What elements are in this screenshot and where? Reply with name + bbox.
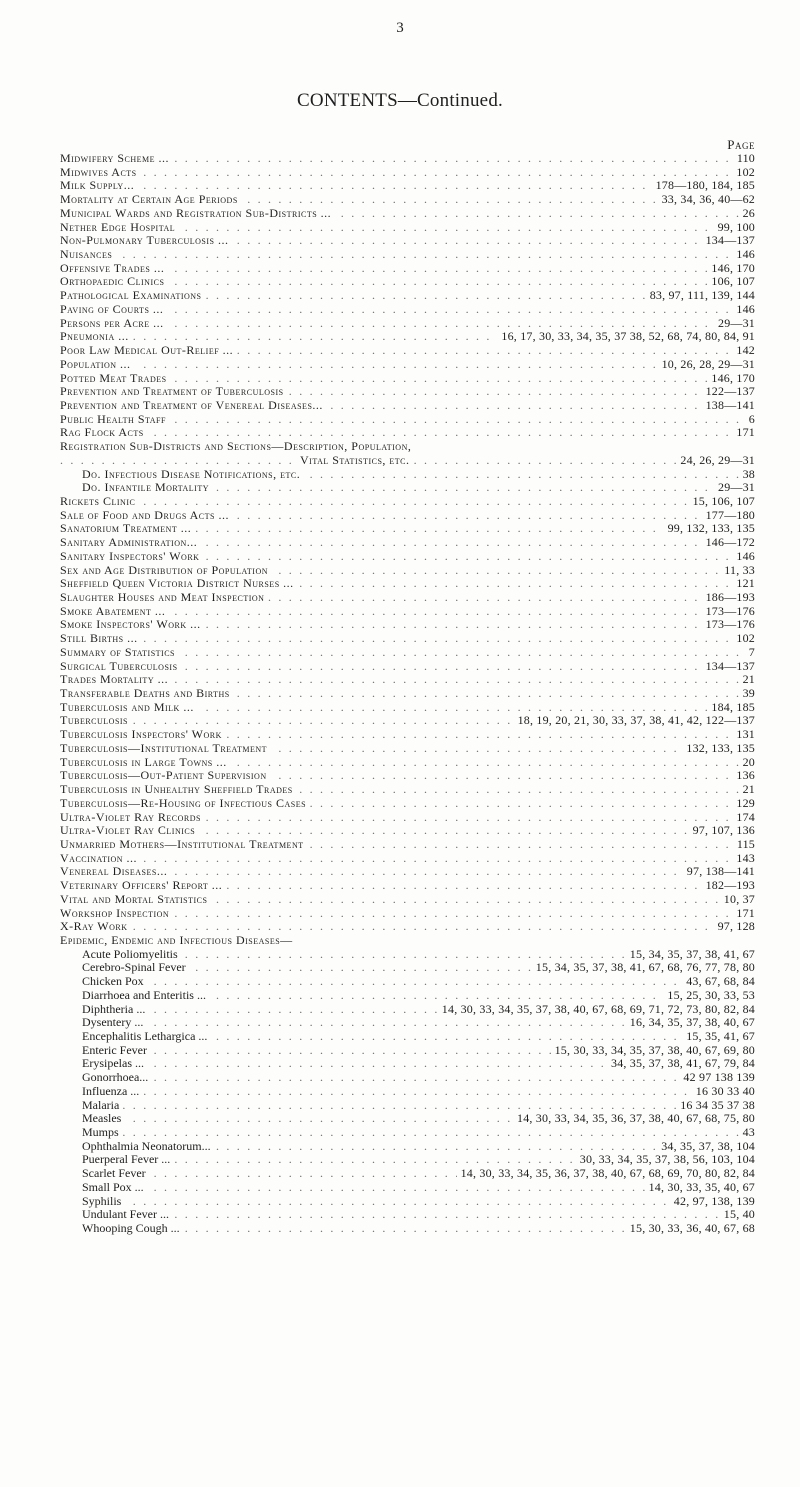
entry-label: . . . Tuberculosis—Institutional Treatment (60, 742, 271, 756)
entry-pages: 132, 133, 135 (682, 742, 755, 756)
entry-label: . . . Erysipelas ... (60, 1057, 148, 1071)
entry-label: . . . Do. Infectious Disease Notifications, etc. (60, 468, 304, 482)
contents-entry (60, 783, 755, 797)
contents-entry (60, 468, 755, 482)
entry-pages: 97, 107, 136 (689, 824, 755, 838)
contents-entry (60, 221, 755, 235)
entry-pages: 134—137 (702, 234, 755, 248)
contents-entry (60, 1181, 755, 1195)
entry-pages: 38 (739, 468, 755, 482)
entry-pages: 136 (732, 769, 755, 783)
entry-label: . . . Mumps (60, 1126, 123, 1140)
entry-pages: 14, 30, 33, 34, 35, 36, 37, 38, 40, 67, 68, 69, 70, 80, 82, 84 (457, 1167, 755, 1181)
entry-pages: 21 (739, 673, 755, 687)
contents-entry (60, 811, 755, 825)
contents-entry (60, 509, 755, 523)
entry-pages: 43 (739, 1126, 755, 1140)
entry-pages: 138—141 (702, 399, 755, 413)
entry-label: . . . Pathological Examinations (60, 289, 206, 303)
entry-pages: 42 97 138 139 (679, 1071, 755, 1085)
entry-pages: 15, 34, 35, 37, 38, 41, 67 (626, 948, 755, 962)
entry-label: . . . Sanitary Inspectors' Work (60, 550, 203, 564)
entry-pages: 15, 34, 35, 37, 38, 41, 67, 68, 76, 77, 78, 80 (532, 961, 755, 975)
entry-label: . . . Public Health Staff (60, 413, 170, 427)
contents-entry (60, 1030, 755, 1044)
contents-entry (60, 1112, 755, 1126)
entry-label: . . . Diarrhoea and Enteritis ... (60, 989, 210, 1003)
entry-label: . . . Do. Infantile Mortality (60, 481, 213, 495)
entry-label: . . . Tuberculosis—Out-Patient Supervision (60, 769, 271, 783)
entry-pages: 146 (732, 550, 755, 564)
entry-pages: 29—31 (714, 481, 755, 495)
entry-pages: 16, 17, 30, 33, 34, 35, 37 38, 52, 68, 74, 80, 84, 91 (497, 330, 755, 344)
contents-entry (60, 372, 755, 386)
contents-list (60, 152, 755, 1236)
contents-entry (60, 1099, 755, 1113)
entry-label: . . . Puerperal Fever ... (60, 1153, 174, 1167)
entry-pages: 186—193 (702, 591, 755, 605)
entry-pages: 39 (739, 687, 755, 701)
entry-label: . . . Small Pox ... (60, 1181, 148, 1195)
entry-label: . . . Workshop Inspection (60, 907, 173, 921)
entry-label: . . . Influenza ... (60, 1085, 143, 1099)
contents-entry (60, 673, 755, 687)
entry-label: . . . Vital and Mortal Statistics (60, 893, 211, 907)
entry-label: . . . Rickets Clinic (60, 495, 139, 509)
entry-pages: 99, 132, 133, 135 (664, 522, 755, 536)
contents-entry (60, 577, 755, 591)
contents-entry (60, 1153, 755, 1167)
entry-label: . . . Cerebro-Spinal Fever (60, 961, 190, 975)
entry-pages: 7 (745, 646, 755, 660)
contents-entry (60, 646, 755, 660)
entry-pages: 146 (732, 248, 755, 262)
entry-pages: 142 (732, 344, 755, 358)
contents-entry (60, 728, 755, 742)
entry-pages: 178—180, 184, 185 (652, 179, 755, 193)
contents-entry (60, 824, 755, 838)
contents-entry (60, 1016, 755, 1030)
entry-pages: 121 (732, 577, 755, 591)
contents-entry (60, 550, 755, 564)
entry-pages: 14, 30, 33, 34, 35, 37, 38, 40, 67, 68, 69, 71, 72, 73, 80, 82, 84 (438, 1003, 755, 1017)
entry-pages: 16 34 35 37 38 (676, 1099, 755, 1113)
contents-entry (60, 618, 755, 632)
entry-pages: 15, 35, 41, 67 (682, 1030, 755, 1044)
entry-pages: 29—31 (714, 317, 755, 331)
entry-label: . . . Chicken Pox (60, 975, 148, 989)
entry-pages: 14, 30, 33, 35, 40, 67 (645, 1181, 755, 1195)
entry-label: . . . Potted Meat Trades (60, 372, 171, 386)
entry-label: . . . Poor Law Medical Out-Relief ... (60, 344, 237, 358)
contents-entry (60, 413, 755, 427)
entry-pages: 146, 170 (707, 372, 755, 386)
entry-pages: 115 (733, 838, 755, 852)
contents-entry (60, 1126, 755, 1140)
entry-label: . . . Orthopaedic Clinics (60, 275, 168, 289)
entry-pages: 14, 30, 33, 34, 35, 36, 37, 38, 40, 67, 68, 75, 80 (513, 1112, 755, 1126)
contents-entry (60, 536, 755, 550)
contents-entry (60, 248, 755, 262)
contents-entry (60, 564, 755, 578)
contents-entry (60, 865, 755, 879)
entry-pages: 16, 34, 35, 37, 38, 40, 67 (626, 1016, 755, 1030)
entry-label: . . . Sanatorium Treatment ... (60, 522, 195, 536)
entry-label: . . . Mortality at Certain Age Periods (60, 193, 242, 207)
contents-entry (60, 742, 755, 756)
entry-label: . . . Syphilis (60, 1195, 125, 1209)
entry-pages: 11, 33 (720, 564, 755, 578)
contents-entry (60, 605, 755, 619)
entry-pages: 83, 97, 111, 139, 144 (646, 289, 755, 303)
entry-label: . . . Malaria (60, 1099, 123, 1113)
entry-label: . . . Smoke Inspectors' Work ... (60, 618, 205, 632)
contents-entry (60, 934, 755, 948)
entry-pages: 102 (732, 632, 755, 646)
entry-label: . . . Tuberculosis in Large Towns ... (60, 756, 231, 770)
entry-pages: 34, 35, 37, 38, 41, 67, 79, 84 (607, 1057, 755, 1071)
entry-pages: 182—193 (702, 879, 755, 893)
contents-entry (60, 632, 755, 646)
entry-pages: 30, 33, 34, 35, 37, 38, 56, 103, 104 (576, 1153, 755, 1167)
entry-label: . . . Nether Edge Hospital (60, 221, 179, 235)
entry-pages: 43, 67, 68, 84 (682, 975, 755, 989)
entry-pages: 21 (739, 783, 755, 797)
entry-label: . . . Pneumonia ... (60, 330, 133, 344)
entry-label: . . . Scarlet Fever (60, 1167, 150, 1181)
contents-entry (60, 275, 755, 289)
entry-label: . . . Non-Pulmonary Tuberculosis ... (60, 234, 232, 248)
contents-entry (60, 838, 755, 852)
contents-entry (60, 440, 755, 454)
page-title: CONTENTS—Continued. (297, 90, 503, 111)
entry-pages: 99, 100 (714, 221, 755, 235)
contents-entry (60, 701, 755, 715)
entry-label: . . . Tuberculosis Inspectors' Work (60, 728, 226, 742)
contents-entry (60, 179, 755, 193)
entry-pages: 177—180 (702, 509, 755, 523)
entry-label: . . . Nuisances (60, 248, 116, 262)
contents-entry (60, 289, 755, 303)
contents-entry (60, 234, 755, 248)
entry-label: . . . Sale of Food and Drugs Acts ... (60, 509, 233, 523)
entry-label: . . . Rag Flock Acts (60, 426, 148, 440)
entry-pages: 173—176 (702, 618, 755, 632)
entry-label: . . . Tuberculosis and Milk ... (60, 701, 198, 715)
page-column-header: Page (727, 137, 755, 152)
entry-pages: 146—172 (702, 536, 755, 550)
contents-entry (60, 1222, 755, 1236)
contents-entry (60, 797, 755, 811)
entry-label: . . . Transferable Deaths and Births (60, 687, 234, 701)
entry-pages: 97, 138—141 (683, 865, 755, 879)
entry-label: . . . Trades Mortality ... (60, 673, 172, 687)
entry-pages: 33, 34, 36, 40—62 (658, 193, 755, 207)
entry-pages: 6 (745, 413, 755, 427)
entry-label: . . . Dysentery ... (60, 1016, 147, 1030)
entry-label: . . . Vital Statistics, etc. (300, 454, 414, 468)
entry-label: . . . Slaughter Houses and Meat Inspection (60, 591, 268, 605)
entry-label: . . . Municipal Wards and Registration Sub-Districts ... (60, 207, 335, 221)
contents-entry (60, 907, 755, 921)
entry-pages: 110 (733, 152, 755, 166)
entry-label: . . . Gonorrhoea... (60, 1071, 152, 1085)
entry-pages: 24, 26, 29—31 (676, 454, 755, 468)
entry-label: . . . Midwifery Scheme ... (60, 152, 173, 166)
contents-entry (60, 152, 755, 166)
entry-label: . . . Persons per Acre ... (60, 317, 168, 331)
entry-label: . . . Tuberculosis in Unhealthy Sheffield Trades (60, 783, 297, 797)
entry-label: . . . Ophthalmia Neonatorum... (60, 1140, 215, 1154)
entry-label: . . . Surgical Tuberculosis (60, 660, 182, 674)
contents-entry (60, 975, 755, 989)
entry-label: . . . Smoke Abatement ... (60, 605, 169, 619)
contents-entry (60, 852, 755, 866)
entry-label: Epidemic, Endemic and Infectious Diseases— (60, 934, 297, 948)
entry-pages: 97, 128 (714, 920, 755, 934)
contents-entry (60, 1044, 755, 1058)
entry-pages: 184, 185 (707, 701, 755, 715)
entry-pages: 15, 30, 33, 36, 40, 67, 68 (626, 1222, 755, 1236)
entry-label: . . . Tuberculosis—Re-Housing of Infectious Cases (60, 797, 310, 811)
contents-entry (60, 522, 755, 536)
entry-label: . . . Milk Supply... (60, 179, 138, 193)
entry-pages: 15, 106, 107 (689, 495, 755, 509)
entry-label: . . . Sex and Age Distribution of Population (60, 564, 272, 578)
contents-entry (60, 591, 755, 605)
entry-pages: 10, 37 (720, 893, 755, 907)
contents-entry (60, 879, 755, 893)
contents-entry (60, 1071, 755, 1085)
entry-pages: 173—176 (702, 605, 755, 619)
entry-label: . . . Diphtheria ... (60, 1003, 149, 1017)
entry-pages: 171 (732, 907, 755, 921)
entry-label: . . . Ultra-Violet Ray Clinics (60, 824, 199, 838)
entry-label: . . . Enteric Fever (60, 1044, 151, 1058)
contents-entry (60, 893, 755, 907)
entry-label: . . . Veterinary Officers' Report ... (60, 879, 226, 893)
contents-entry (60, 1057, 755, 1071)
contents-entry (60, 193, 755, 207)
contents-entry (60, 714, 755, 728)
entry-label: . . . Paving of Courts ... (60, 303, 167, 317)
entry-label: . . . Venereal Diseases... (60, 865, 171, 879)
entry-pages: 26 (739, 207, 755, 221)
contents-entry (60, 1167, 755, 1181)
entry-pages: 174 (732, 811, 755, 825)
contents-entry (60, 426, 755, 440)
entry-pages: 171 (732, 426, 755, 440)
entry-pages: 131 (732, 728, 755, 742)
entry-label: . . . Prevention and Treatment of Tuberculosis (60, 385, 288, 399)
entry-pages: 18, 19, 20, 21, 30, 33, 37, 38, 41, 42, 122—137 (514, 714, 755, 728)
contents-entry (60, 262, 755, 276)
contents-entry (60, 454, 755, 468)
contents-entry (60, 166, 755, 180)
entry-pages: 134—137 (702, 660, 755, 674)
entry-label: . . . Population ... (60, 358, 135, 372)
entry-label: . . . Sanitary Administration... (60, 536, 201, 550)
entry-pages: 146 (732, 303, 755, 317)
contents-entry (60, 317, 755, 331)
contents-entry (60, 481, 755, 495)
entry-label: . . . Ultra-Violet Ray Records (60, 811, 205, 825)
entry-label: . . . Acute Poliomyelitis (60, 948, 182, 962)
entry-pages: 106, 107 (707, 275, 755, 289)
entry-pages: 42, 97, 138, 139 (670, 1195, 755, 1209)
entry-pages: 15, 25, 30, 33, 53 (663, 989, 755, 1003)
contents-entry (60, 756, 755, 770)
entry-label: . . . Still Births ... (60, 632, 142, 646)
entry-pages: 146, 170 (707, 262, 755, 276)
entry-label: . . . Summary of Statistics (60, 646, 179, 660)
contents-entry (60, 303, 755, 317)
entry-pages: 129 (732, 797, 755, 811)
entry-pages: 34, 35, 37, 38, 104 (657, 1140, 755, 1154)
entry-pages: 15, 40 (720, 1208, 755, 1222)
entry-label: . . . Measles (60, 1112, 125, 1126)
entry-label: . . . Tuberculosis (60, 714, 132, 728)
entry-label: . . . Whooping Cough ... (60, 1222, 184, 1236)
contents-entry (60, 1003, 755, 1017)
contents-entry (60, 961, 755, 975)
contents-entry (60, 385, 755, 399)
entry-label: . . . X-Ray Work (60, 920, 132, 934)
contents-entry (60, 344, 755, 358)
contents-entry (60, 769, 755, 783)
contents-entry (60, 920, 755, 934)
entry-pages: 20 (739, 756, 755, 770)
contents-entry (60, 660, 755, 674)
contents-entry (60, 330, 755, 344)
entry-label: . . . Sheffield Queen Victoria District Nurses ... (60, 577, 298, 591)
contents-entry (60, 1085, 755, 1099)
contents-entry (60, 1208, 755, 1222)
contents-entry (60, 948, 755, 962)
contents-entry (60, 1140, 755, 1154)
entry-pages: 143 (732, 852, 755, 866)
entry-label: . . . Midwives Acts (60, 166, 141, 180)
contents-entry (60, 207, 755, 221)
entry-pages: 122—137 (702, 385, 755, 399)
contents-entry (60, 1195, 755, 1209)
page-number: 3 (396, 20, 404, 36)
contents-entry (60, 399, 755, 413)
contents-entry (60, 687, 755, 701)
entry-label: . . . Undulant Fever ... (60, 1208, 173, 1222)
entry-label: Registration Sub-Districts and Sections—Description, Population, (60, 440, 415, 454)
entry-label: . . . Encephalitis Lethargica ... (60, 1030, 211, 1044)
entry-pages: 16 30 33 40 (692, 1085, 755, 1099)
entry-pages: 10, 26, 28, 29—31 (658, 358, 755, 372)
contents-entry (60, 358, 755, 372)
entry-label: . . . Vaccination ... (60, 852, 141, 866)
contents-entry (60, 989, 755, 1003)
entry-label: . . . Unmarried Mothers—Institutional Treatment (60, 838, 308, 852)
entry-label: . . . Offensive Trades ... (60, 262, 168, 276)
entry-pages: 15, 30, 33, 34, 35, 37, 38, 40, 67, 69, 80 (551, 1044, 755, 1058)
entry-label: . . . Prevention and Treatment of Venereal Diseases... (60, 399, 327, 413)
contents-entry (60, 495, 755, 509)
entry-pages: 102 (732, 166, 755, 180)
